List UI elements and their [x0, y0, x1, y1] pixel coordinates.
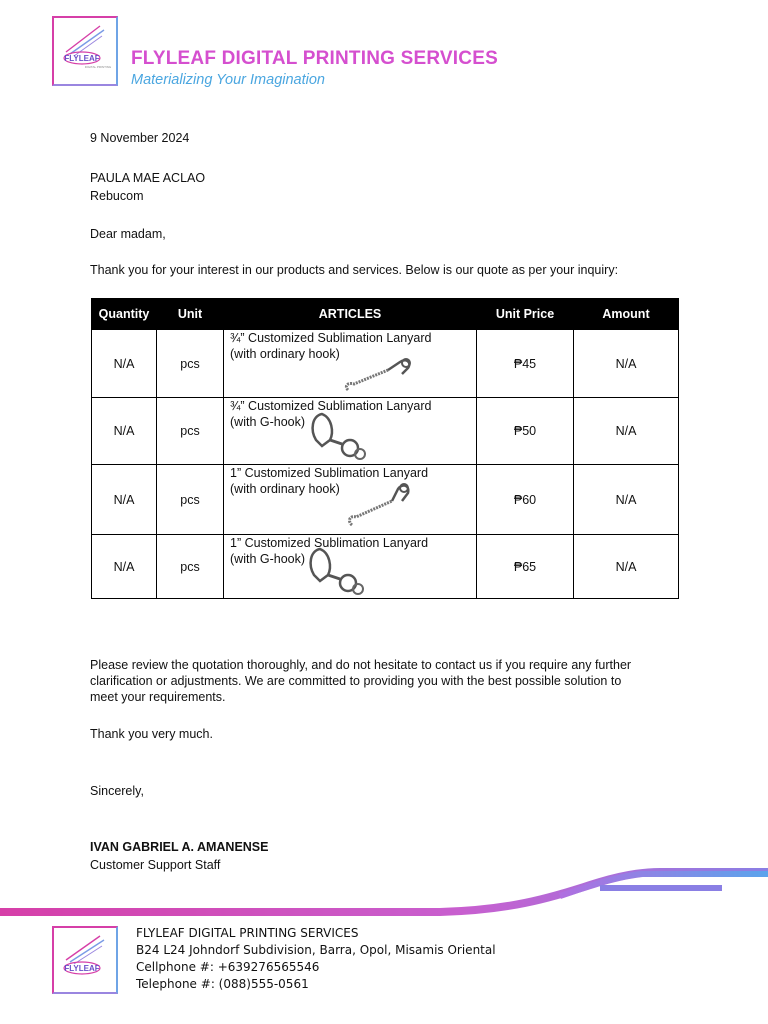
article-variant: (with G-hook) [230, 552, 306, 566]
footer-swoosh [0, 860, 768, 920]
footer-telephone: Telephone #: (088)555-0561 [136, 977, 309, 991]
article-name: 1” Customized Sublimation Lanyard [230, 536, 429, 550]
unit-price-cell: ₱60 [477, 465, 574, 535]
unit-cell: pcs [157, 535, 224, 599]
signoff: Sincerely, [90, 784, 144, 798]
table-row [92, 535, 679, 599]
header-quantity: Quantity [92, 299, 157, 330]
quantity-cell: N/A [92, 398, 157, 465]
article-name: ¾” Customized Sublimation Lanyard [230, 399, 432, 413]
closing-paragraph: Please review the quotation thoroughly, and do not hesitate to contact us if you require any further clarification or adjustments. We are committed to providing you with the best possible solution to meet your requirements. [90, 658, 632, 704]
ordinary-hook-icon [342, 356, 422, 396]
logo-text: FLYLEAF [64, 54, 100, 63]
table-row [92, 465, 679, 535]
quantity-cell: N/A [92, 465, 157, 535]
svg-text:DIGITAL PRINTING: DIGITAL PRINTING [84, 65, 112, 69]
g-hook-icon [306, 545, 372, 597]
article-variant: (with ordinary hook) [230, 347, 340, 361]
amount-cell: N/A [574, 465, 679, 535]
article-variant: (with ordinary hook) [230, 482, 340, 496]
amount-cell: N/A [574, 398, 679, 465]
unit-price-cell: ₱45 [477, 330, 574, 398]
footer-address: B24 L24 Johndorf Subdivision, Barra, Opol, Misamis Oriental [136, 943, 496, 957]
article-cell [224, 398, 477, 465]
article-cell [224, 330, 477, 398]
signer-role: Customer Support Staff [90, 858, 221, 872]
tagline: Materializing Your Imagination [131, 72, 325, 88]
article-variant: (with G-hook) [230, 415, 306, 429]
amount-cell: N/A [574, 535, 679, 599]
unit-cell: pcs [157, 465, 224, 535]
article-name: ¾” Customized Sublimation Lanyard [230, 331, 432, 345]
letter-date: 9 November 2024 [90, 131, 190, 145]
g-hook-icon [308, 410, 374, 462]
company-name: FLYLEAF DIGITAL PRINTING SERVICES [131, 48, 498, 69]
header-amount: Amount [574, 299, 679, 330]
quantity-cell: N/A [92, 330, 157, 398]
intro-text: Thank you for your interest in our products and services. Below is our quote as per your inquiry: [90, 263, 619, 277]
footer-contact [136, 925, 496, 993]
footer-company: FLYLEAF DIGITAL PRINTING SERVICES [136, 926, 359, 940]
unit-price-cell: ₱65 [477, 535, 574, 599]
footer-logo [52, 926, 118, 994]
header-unit-price: Unit Price [477, 299, 574, 330]
signer-name: IVAN GABRIEL A. AMANENSE [90, 840, 269, 854]
footer-logo-text: FLYLEAF [64, 964, 100, 973]
thanks-text: Thank you very much. [90, 727, 213, 741]
table-row [92, 330, 679, 398]
quantity-cell: N/A [92, 535, 157, 599]
ordinary-hook-icon [344, 479, 416, 531]
header-articles: ARTICLES [224, 299, 477, 330]
unit-cell: pcs [157, 330, 224, 398]
company-logo [52, 16, 118, 86]
table-header-row [92, 299, 679, 330]
unit-cell: pcs [157, 398, 224, 465]
amount-cell: N/A [574, 330, 679, 398]
table-row [92, 398, 679, 465]
recipient-name: PAULA MAE ACLAO [90, 171, 206, 185]
article-cell [224, 535, 477, 599]
unit-price-cell: ₱50 [477, 398, 574, 465]
quote-table [91, 298, 679, 599]
header-unit: Unit [157, 299, 224, 330]
footer-cellphone: Cellphone #: +639276565546 [136, 960, 320, 974]
article-name: 1” Customized Sublimation Lanyard [230, 466, 429, 480]
article-cell [224, 465, 477, 535]
salutation: Dear madam, [90, 227, 166, 241]
recipient-org: Rebucom [90, 189, 144, 203]
